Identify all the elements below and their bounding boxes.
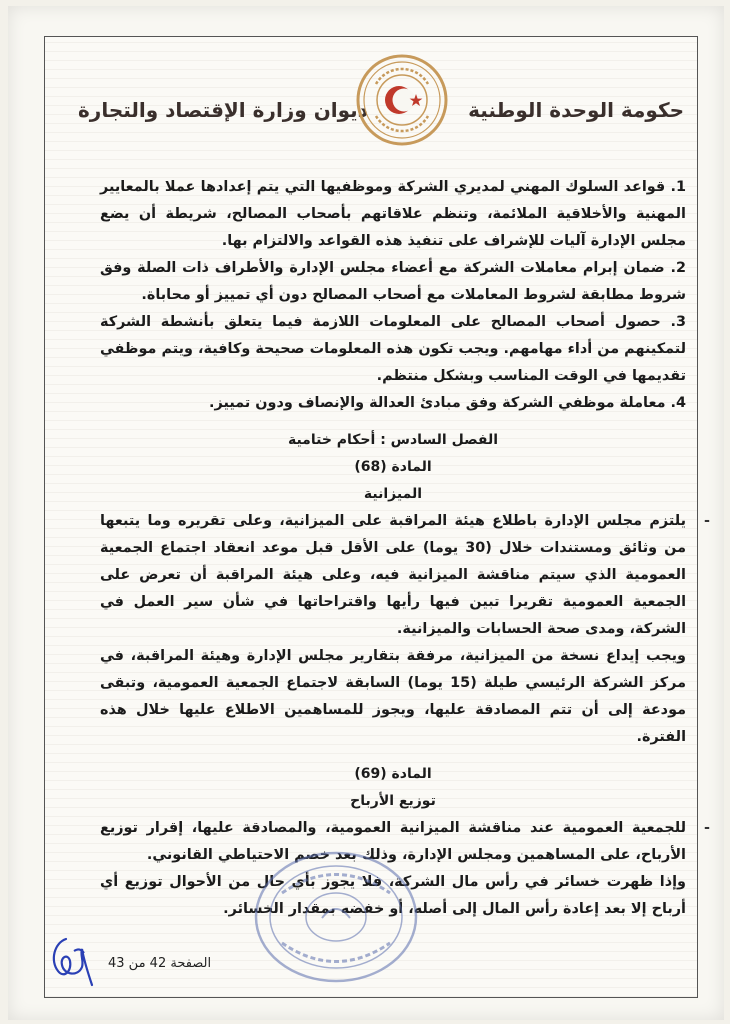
- list-item: 2. ضمان إبرام معاملات الشركة مع أعضاء مجلس الإدارة والأطراف ذات الصلة وفق شروط مطابقة لشروط المعاملات مع أصحاب المصالح دون أي تمييز أو محاباة.: [100, 260, 686, 303]
- article-68-paragraph: - يلتزم مجلس الإدارة باطلاع هيئة المراقبة على الميزانية، وعلى تقريره وما يتبعها من وثائق ومستندات خلال (30 يوما) على الأقل قبل موعد انعقاد اجتماع الجمعية العمومية الذي سيتم مناقشة الميزانية فيه، وعلى هيئة المراقبة أن تعرض على الجمعية العمومية تقريرا تبين فيها رأيها واقتراحاتها في شأن سير العمل في الشركة، ومدى صحة الحسابات والميزانية.: [100, 508, 686, 643]
- list-item: 1. قواعد السلوك المهني لمديري الشركة وموظفيها التي يتم إعدادها عملا بالمعايير المهنية والأخلاقية الملائمة، وتنظم علاقاتهم بأصحاب المصالح، شريطة أن يضع مجلس الإدارة آليات للإشراف على تنفيذ هذه القواعد والالتزام بها.: [100, 179, 686, 249]
- handwritten-signature-icon: [48, 931, 98, 989]
- list-item: 3. حصول أصحاب المصالح على المعلومات اللازمة فيما يتعلق بأنشطة الشركة لتمكينهم من أداء مهامهم. ويجب تكون هذه المعلومات صحيحة وكافية، ويتم موظفي تقديمها في الوقت المناسب وبشكل منتظم.: [100, 314, 686, 384]
- ministry-round-stamp-icon: [252, 848, 420, 986]
- article-68-paragraph: ويجب إيداع نسخة من الميزانية، مرفقة بتقارير مجلس الإدارة وهيئة المراقبة، في مركز الشركة الرئيسي طيلة (15 يوما) السابقة لاجتماع الجمعية العمومية، وتبقى مودعة إلى أن تتم المصادقة عليها، ويجوز للمساهمين الاطلاع عليها خلال هذه الفترة.: [100, 648, 686, 745]
- page-number: الصفحة 42 من 43: [108, 956, 212, 971]
- government-name: حكومة الوحدة الوطنية: [468, 98, 684, 122]
- paper-sheet: [8, 6, 724, 1020]
- article-69-title: توزيع الأرباح: [350, 793, 436, 809]
- libya-crescent-star-seal-icon: [356, 54, 448, 146]
- article-69-paragraph: - للجمعية العمومية عند مناقشة الميزانية العمومية، والمصادقة عليها، إقرار توزيع الأرباح، على المساهمين ومجلس الإدارة، وذلك بعد خصم الاحتياطي القانوني.: [100, 815, 686, 869]
- document-body: [100, 174, 686, 923]
- list-item: 4. معاملة موظفي الشركة وفق مبادئ العدالة والإنصاف ودون تمييز.: [209, 395, 686, 411]
- article-68-title: الميزانية: [363, 486, 423, 502]
- article-69-number: المادة (69): [354, 766, 432, 782]
- chapter-heading: الفصل السادس : أحكام ختامية: [287, 432, 499, 448]
- article-69-paragraph: وإذا ظهرت خسائر في رأس مال الشركة، فلا يجوز بأي حال من الأحوال توزيع أي أرباح إلا بعد إعادة رأس المال إلى أصله، أو خفضه بمقدار الخسائر.: [100, 874, 686, 917]
- article-68-number: المادة (68): [354, 459, 432, 475]
- ministry-name: ديوان وزارة الإقتصاد والتجارة: [78, 98, 368, 122]
